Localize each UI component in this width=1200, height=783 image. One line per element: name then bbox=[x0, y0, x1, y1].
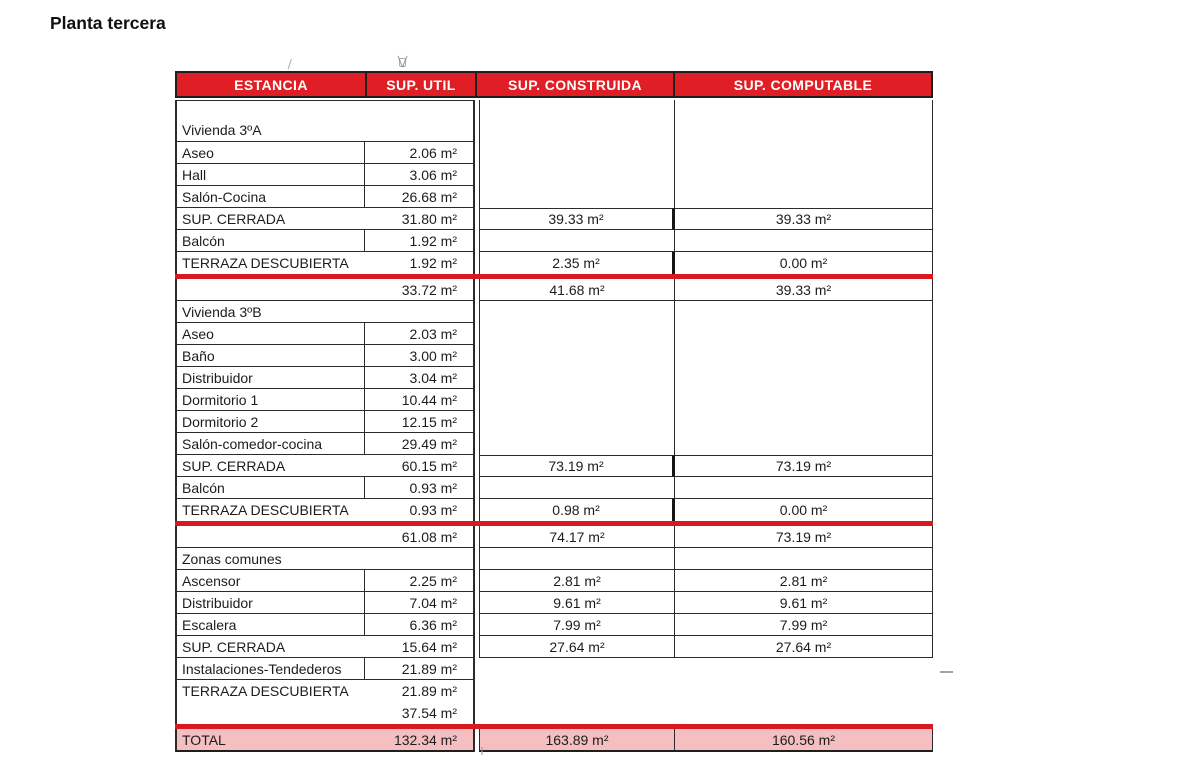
table-row bbox=[175, 477, 933, 499]
row-left-cell bbox=[175, 186, 475, 208]
row-left-cell bbox=[175, 658, 475, 680]
row-value-util: 3.04 m² bbox=[409, 369, 457, 386]
scan-artifact bbox=[390, 56, 403, 70]
row-label: SUP. CERRADA bbox=[182, 210, 286, 227]
row-label: TERRAZA DESCUBIERTA bbox=[182, 683, 349, 699]
row-value-computable bbox=[675, 323, 933, 345]
area-table bbox=[175, 71, 933, 752]
row-label: Vivienda 3ºA bbox=[182, 122, 262, 138]
row-value-computable: 7.99 m² bbox=[675, 614, 933, 636]
row-value-util: 7.04 m² bbox=[409, 594, 457, 611]
row-label: Aseo bbox=[177, 323, 365, 344]
table-row bbox=[175, 680, 933, 702]
table-row bbox=[175, 367, 933, 389]
row-value-construida bbox=[479, 301, 675, 323]
row-value-util: 31.80 m² bbox=[401, 210, 457, 227]
row-value-computable bbox=[675, 186, 933, 208]
row-value-util: 12.15 m² bbox=[401, 413, 457, 430]
row-value-util: 3.00 m² bbox=[409, 347, 457, 364]
row-label: Instalaciones-Tendederos bbox=[177, 658, 365, 679]
table-row bbox=[175, 455, 933, 477]
row-value-computable bbox=[675, 477, 933, 499]
row-value-computable: 73.19 m² bbox=[675, 526, 933, 548]
row-value-computable bbox=[675, 301, 933, 323]
row-label: SUP. CERRADA bbox=[182, 457, 286, 474]
header-cell-sup-util: SUP. UTIL bbox=[365, 73, 475, 96]
row-value-util: 60.15 m² bbox=[401, 457, 457, 474]
table-row bbox=[175, 411, 933, 433]
row-value-util bbox=[365, 101, 473, 141]
header-cell-estancia: ESTANCIA bbox=[234, 76, 308, 93]
row-value-construida: 0.98 m² bbox=[479, 499, 675, 521]
row-value-computable bbox=[675, 411, 933, 433]
row-value-computable: 39.33 m² bbox=[675, 279, 933, 301]
row-value-computable: 160.56 m² bbox=[675, 729, 933, 752]
row-value-construida: 7.99 m² bbox=[479, 614, 675, 636]
table-row bbox=[175, 499, 933, 521]
row-label: Salón-Cocina bbox=[177, 186, 365, 207]
table-row bbox=[175, 702, 933, 724]
row-left-cell bbox=[175, 570, 475, 592]
row-value-computable bbox=[675, 230, 933, 252]
row-value-computable: 0.00 m² bbox=[675, 252, 933, 274]
table-row bbox=[175, 548, 933, 570]
table-row bbox=[175, 301, 933, 323]
row-value-construida bbox=[479, 345, 675, 367]
row-value-construida bbox=[479, 389, 675, 411]
row-label: Baño bbox=[177, 345, 365, 366]
row-value-computable bbox=[675, 100, 933, 142]
row-value-computable: 27.64 m² bbox=[675, 636, 933, 658]
row-value-util: 10.44 m² bbox=[401, 391, 457, 408]
row-label: TOTAL bbox=[182, 731, 226, 748]
row-left-cell bbox=[175, 680, 475, 702]
row-value-util: 6.36 m² bbox=[409, 616, 457, 633]
row-label: Ascensor bbox=[177, 570, 365, 591]
row-label: Vivienda 3ºB bbox=[182, 303, 262, 320]
row-value-util: 2.03 m² bbox=[409, 325, 457, 342]
row-left-cell bbox=[175, 729, 475, 752]
row-label: Salón-comedor-cocina bbox=[177, 433, 365, 454]
table-row bbox=[175, 142, 933, 164]
row-value-util: 61.08 m² bbox=[401, 528, 457, 545]
row-value-computable: 73.19 m² bbox=[675, 455, 933, 477]
row-value-util: 26.68 m² bbox=[401, 188, 457, 205]
row-value-computable: 9.61 m² bbox=[675, 592, 933, 614]
row-left-cell bbox=[175, 230, 475, 252]
row-value-construida bbox=[479, 477, 675, 499]
row-value-computable: 2.81 m² bbox=[675, 570, 933, 592]
table-row bbox=[175, 526, 933, 548]
row-label: Aseo bbox=[177, 142, 365, 163]
row-label: Dormitorio 2 bbox=[177, 411, 365, 432]
table-row bbox=[175, 279, 933, 301]
row-value-computable bbox=[675, 389, 933, 411]
row-left-cell bbox=[175, 323, 475, 345]
row-value-construida bbox=[479, 186, 675, 208]
table-row bbox=[175, 164, 933, 186]
row-label: Distribuidor bbox=[177, 367, 365, 388]
row-value-util: 0.93 m² bbox=[409, 502, 457, 518]
row-value-util: 3.06 m² bbox=[409, 166, 457, 183]
row-left-cell bbox=[175, 100, 475, 142]
row-left-cell bbox=[175, 208, 475, 230]
row-value-util: 1.92 m² bbox=[409, 232, 457, 249]
row-left-cell bbox=[175, 548, 475, 570]
row-value-construida: 41.68 m² bbox=[479, 279, 675, 301]
table-row bbox=[175, 252, 933, 274]
row-label: Balcón bbox=[177, 477, 365, 498]
table-row bbox=[175, 186, 933, 208]
row-left-cell bbox=[175, 614, 475, 636]
table-row bbox=[175, 230, 933, 252]
scan-artifact bbox=[940, 671, 953, 673]
row-value-construida bbox=[479, 548, 675, 570]
total-row bbox=[175, 729, 933, 752]
row-value-construida bbox=[479, 142, 675, 164]
row-left-cell bbox=[175, 142, 475, 164]
row-left-cell bbox=[175, 252, 475, 274]
row-left-cell bbox=[175, 499, 475, 521]
table-row bbox=[175, 636, 933, 658]
row-left-cell bbox=[175, 702, 475, 724]
row-value-construida bbox=[479, 433, 675, 455]
row-value-construida bbox=[479, 367, 675, 389]
row-value-computable bbox=[675, 548, 933, 570]
row-left-cell bbox=[175, 433, 475, 455]
scan-artifact bbox=[399, 58, 406, 67]
row-label bbox=[177, 279, 365, 300]
table-row bbox=[175, 592, 933, 614]
table-row bbox=[175, 100, 933, 142]
row-label: SUP. CERRADA bbox=[182, 638, 286, 655]
row-value-construida bbox=[479, 411, 675, 433]
header-cell-sup-construida: SUP. CONSTRUIDA bbox=[475, 73, 673, 96]
row-label: Balcón bbox=[177, 230, 365, 251]
row-label bbox=[177, 702, 365, 724]
row-value-construida: 27.64 m² bbox=[479, 636, 675, 658]
row-value-util: 29.49 m² bbox=[401, 435, 457, 452]
row-value-construida bbox=[479, 230, 675, 252]
row-left-cell bbox=[175, 592, 475, 614]
row-value-construida: 9.61 m² bbox=[479, 592, 675, 614]
table-header bbox=[175, 71, 933, 98]
row-left-cell bbox=[175, 345, 475, 367]
row-value-computable: 39.33 m² bbox=[675, 208, 933, 230]
table-row bbox=[175, 389, 933, 411]
row-label: TERRAZA DESCUBIERTA bbox=[182, 502, 349, 518]
row-label: Hall bbox=[177, 164, 365, 185]
page-title: Planta tercera bbox=[50, 13, 166, 33]
row-left-cell bbox=[175, 411, 475, 433]
row-left-cell bbox=[175, 367, 475, 389]
row-left-cell bbox=[175, 301, 475, 323]
row-value-construida bbox=[479, 164, 675, 186]
row-value-construida: 74.17 m² bbox=[479, 526, 675, 548]
row-value-construida bbox=[479, 100, 675, 142]
row-value-construida: 2.35 m² bbox=[479, 252, 675, 274]
row-value-construida: 39.33 m² bbox=[479, 208, 675, 230]
row-value-util: 37.54 m² bbox=[401, 705, 457, 721]
table-body bbox=[175, 100, 933, 752]
row-label: Distribuidor bbox=[177, 592, 365, 613]
row-value-computable bbox=[675, 142, 933, 164]
table-row bbox=[175, 208, 933, 230]
row-value-util: 1.92 m² bbox=[409, 255, 457, 271]
table-row bbox=[175, 570, 933, 592]
row-value-util: 2.25 m² bbox=[409, 572, 457, 589]
row-value-computable bbox=[675, 164, 933, 186]
table-row bbox=[175, 323, 933, 345]
row-value-util bbox=[365, 301, 473, 322]
row-left-cell bbox=[175, 389, 475, 411]
row-left-cell bbox=[175, 279, 475, 301]
table-row bbox=[175, 345, 933, 367]
row-left-cell bbox=[175, 455, 475, 477]
row-value-computable bbox=[675, 433, 933, 455]
row-label: TERRAZA DESCUBIERTA bbox=[182, 255, 349, 271]
row-value-util: 2.06 m² bbox=[409, 144, 457, 161]
row-value-util bbox=[365, 548, 473, 569]
row-left-cell bbox=[175, 636, 475, 658]
row-value-util: 33.72 m² bbox=[401, 281, 457, 298]
header-cell-sup-computable: SUP. COMPUTABLE bbox=[673, 73, 931, 96]
row-value-computable bbox=[675, 345, 933, 367]
row-left-cell bbox=[175, 477, 475, 499]
row-value-construida: 2.81 m² bbox=[479, 570, 675, 592]
row-value-construida: 73.19 m² bbox=[479, 455, 675, 477]
row-label: Escalera bbox=[177, 614, 365, 635]
table-row bbox=[175, 658, 933, 680]
scan-artifact bbox=[402, 56, 415, 70]
row-value-util: 15.64 m² bbox=[401, 638, 457, 655]
row-label: Zonas comunes bbox=[182, 550, 282, 567]
row-label bbox=[177, 526, 365, 547]
row-value-util: 0.93 m² bbox=[409, 479, 457, 496]
row-value-construida: 163.89 m² bbox=[479, 729, 675, 752]
row-value-computable bbox=[675, 367, 933, 389]
row-value-util: 21.89 m² bbox=[401, 660, 457, 677]
table-row bbox=[175, 433, 933, 455]
row-left-cell bbox=[175, 526, 475, 548]
row-label: Dormitorio 1 bbox=[177, 389, 365, 410]
row-value-util: 132.34 m² bbox=[393, 731, 457, 748]
row-value-util: 21.89 m² bbox=[401, 683, 457, 699]
row-value-construida bbox=[479, 323, 675, 345]
row-value-computable: 0.00 m² bbox=[675, 499, 933, 521]
row-left-cell bbox=[175, 164, 475, 186]
table-row bbox=[175, 614, 933, 636]
